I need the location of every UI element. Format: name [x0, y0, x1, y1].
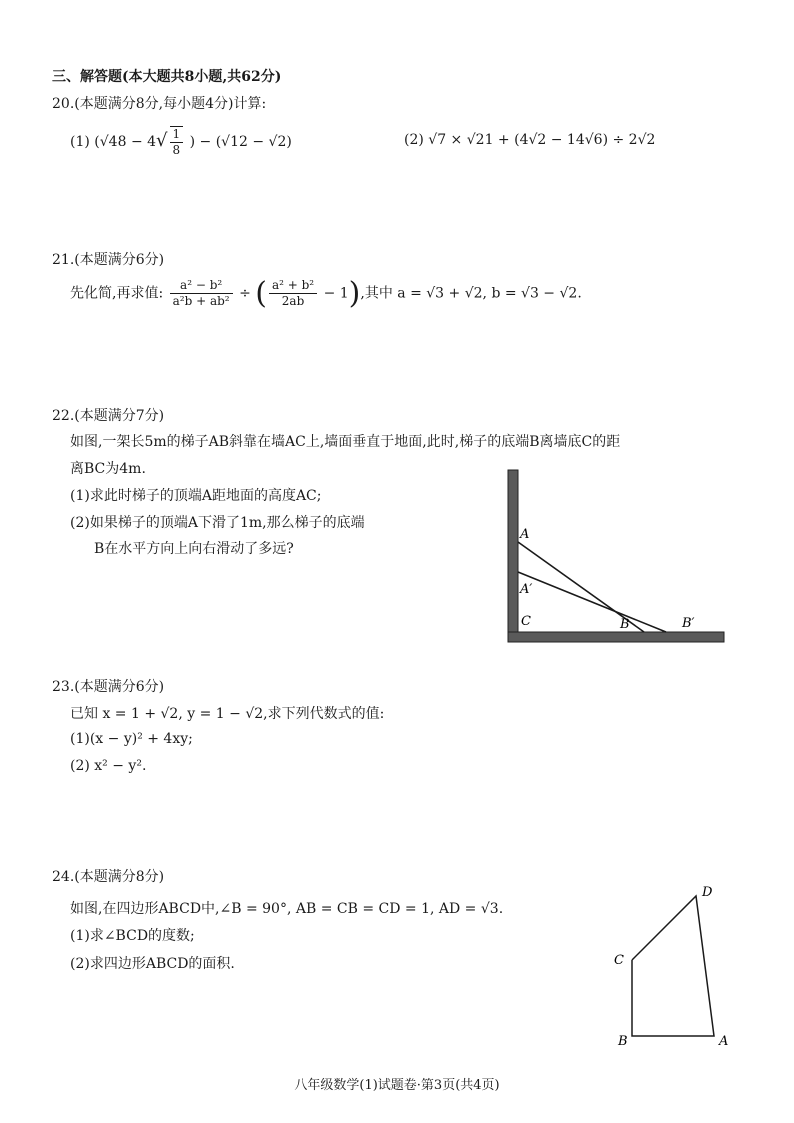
q20-part1-label: (1) [70, 134, 90, 150]
label-c: C [521, 614, 531, 629]
q24-line-2: (1)求∠BCD的度数; [70, 928, 195, 944]
wall [508, 470, 518, 642]
ladder-figure [496, 462, 732, 647]
q20-part1-fraction: $\frac{1}{8}$ [170, 126, 184, 158]
q24-header: 24.(本题满分8分) [52, 869, 165, 885]
label-a: A [520, 527, 530, 542]
q22-line-1: 如图,一架长5m的梯子AB斜靠在墙AC上,墙面垂直于地面,此时,梯子的底端B离墙底C的距 [70, 434, 621, 450]
q21-fraction-2: $\frac{\text{a² + b²}}{2ab}$ [269, 278, 317, 309]
q20-part1: (1) (√48 − 4√ $\frac{1}{8}$ ) − (√12 − √2) [70, 127, 292, 157]
page-footer: 八年级数学(1)试题卷·第3页(共4页) [294, 1078, 500, 1093]
quadrilateral-abcd [632, 896, 714, 1036]
q23-line-2: (1)(x − y)² + 4xy; [70, 731, 193, 747]
q20-header: 20.(本题满分8分,每小题4分)计算: [52, 96, 267, 112]
q22-line-5: B在水平方向上向右滑动了多远? [94, 541, 294, 557]
section-title: 三、解答题(本大题共8小题,共62分) [52, 69, 282, 85]
q21-fraction-1: $\frac{\text{a² − b²}}{\text{a²b + ab²}}$ [170, 278, 233, 309]
q20-part2: (2) √7 × √21 + (4√2 − 14√6) ÷ 2√2 [404, 132, 656, 148]
label-a-prime: A′ [520, 582, 533, 597]
q21-text-b: ,其中 a = √3 + √2, b = √3 − √2. [360, 285, 582, 302]
label-b: B [620, 617, 630, 632]
quadrilateral-figure [606, 878, 742, 1050]
q23-line-3: (2) x² − y². [70, 758, 147, 774]
q22-line-4: (2)如果梯子的顶端A下滑了1m,那么梯子的底端 [70, 515, 365, 531]
q21-div-sign: ÷ [239, 285, 251, 302]
label-d: D [702, 885, 713, 900]
q22-line-3: (1)求此时梯子的顶端A距地面的高度AC; [70, 488, 322, 504]
ladder-a2b2 [518, 572, 666, 632]
label-b: B [618, 1034, 628, 1049]
label-c: C [614, 953, 624, 968]
q20-part1-expr-a: (√48 − 4 [94, 134, 157, 150]
q21-minus-one: − 1 [323, 285, 349, 302]
q21-expression: 先化简,再求值: $\frac{\text{a² − b²}}{\text{a²b + ab²}}$ ÷ ( $\frac{\text{a² + b²}}{2ab}$ − 1),其中 a = √3 + √2, b = √3 − √2. [70, 276, 582, 311]
ground [508, 632, 724, 642]
q24-line-1: 如图,在四边形ABCD中,∠B = 90°, AB = CB = CD = 1, AD = √3. [70, 901, 504, 917]
q23-header: 23.(本题满分6分) [52, 679, 165, 695]
q23-line-1: 已知 x = 1 + √2, y = 1 − √2,求下列代数式的值: [70, 706, 385, 722]
label-b-prime: B′ [682, 616, 695, 631]
q22-line-2: 离BC为4m. [70, 461, 146, 477]
q21-header: 21.(本题满分6分) [52, 252, 165, 268]
q22-header: 22.(本题满分7分) [52, 408, 165, 424]
q21-text-a: 先化简,再求值: [70, 285, 164, 302]
q20-part1-expr-b: ) − (√12 − √2) [189, 134, 292, 150]
q24-line-3: (2)求四边形ABCD的面积. [70, 956, 235, 972]
label-a: A [719, 1034, 729, 1049]
